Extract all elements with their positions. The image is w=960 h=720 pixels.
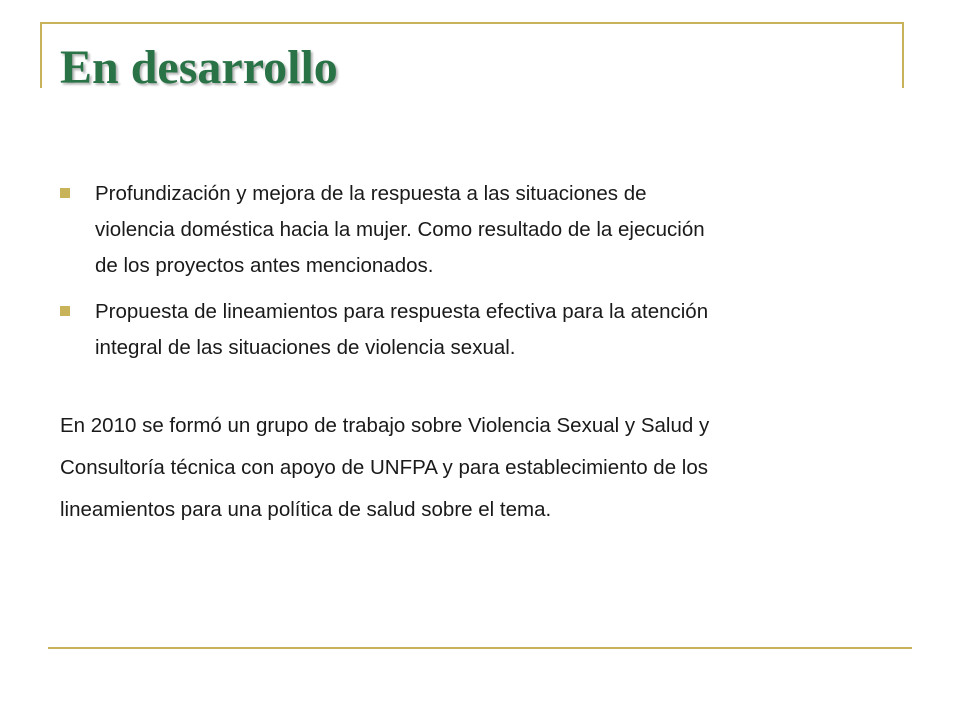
left-border-rule <box>40 22 42 88</box>
bullet-text-line: de los proyectos antes mencionados. <box>95 254 434 277</box>
bullet-list <box>60 176 905 376</box>
bullet-text-line: Profundización y mejora de la respuesta a las situaciones de <box>95 182 647 205</box>
bullet-item <box>60 176 905 284</box>
right-border-rule <box>902 22 904 88</box>
square-bullet-icon <box>60 188 70 198</box>
paragraph-line: Consultoría técnica con apoyo de UNFPA y para establecimiento de los <box>60 456 709 479</box>
bullet-text-line: violencia doméstica hacia la mujer. Como resultado de la ejecución <box>95 218 705 241</box>
paragraph-line: En 2010 se formó un grupo de trabajo sobre Violencia Sexual y Salud y <box>60 414 710 437</box>
bullet-text-line: integral de las situaciones de violencia sexual. <box>95 336 516 359</box>
bullet-item <box>60 294 905 366</box>
bottom-border-rule <box>48 647 912 649</box>
body-paragraph <box>60 405 920 531</box>
bullet-text-line: Propuesta de lineamientos para respuesta efectiva para la atención <box>95 300 709 323</box>
top-border-rule <box>40 22 904 24</box>
paragraph-line: lineamientos para una política de salud sobre el tema. <box>60 498 552 521</box>
slide-title: En desarrollo <box>60 41 338 94</box>
square-bullet-icon <box>60 306 70 316</box>
